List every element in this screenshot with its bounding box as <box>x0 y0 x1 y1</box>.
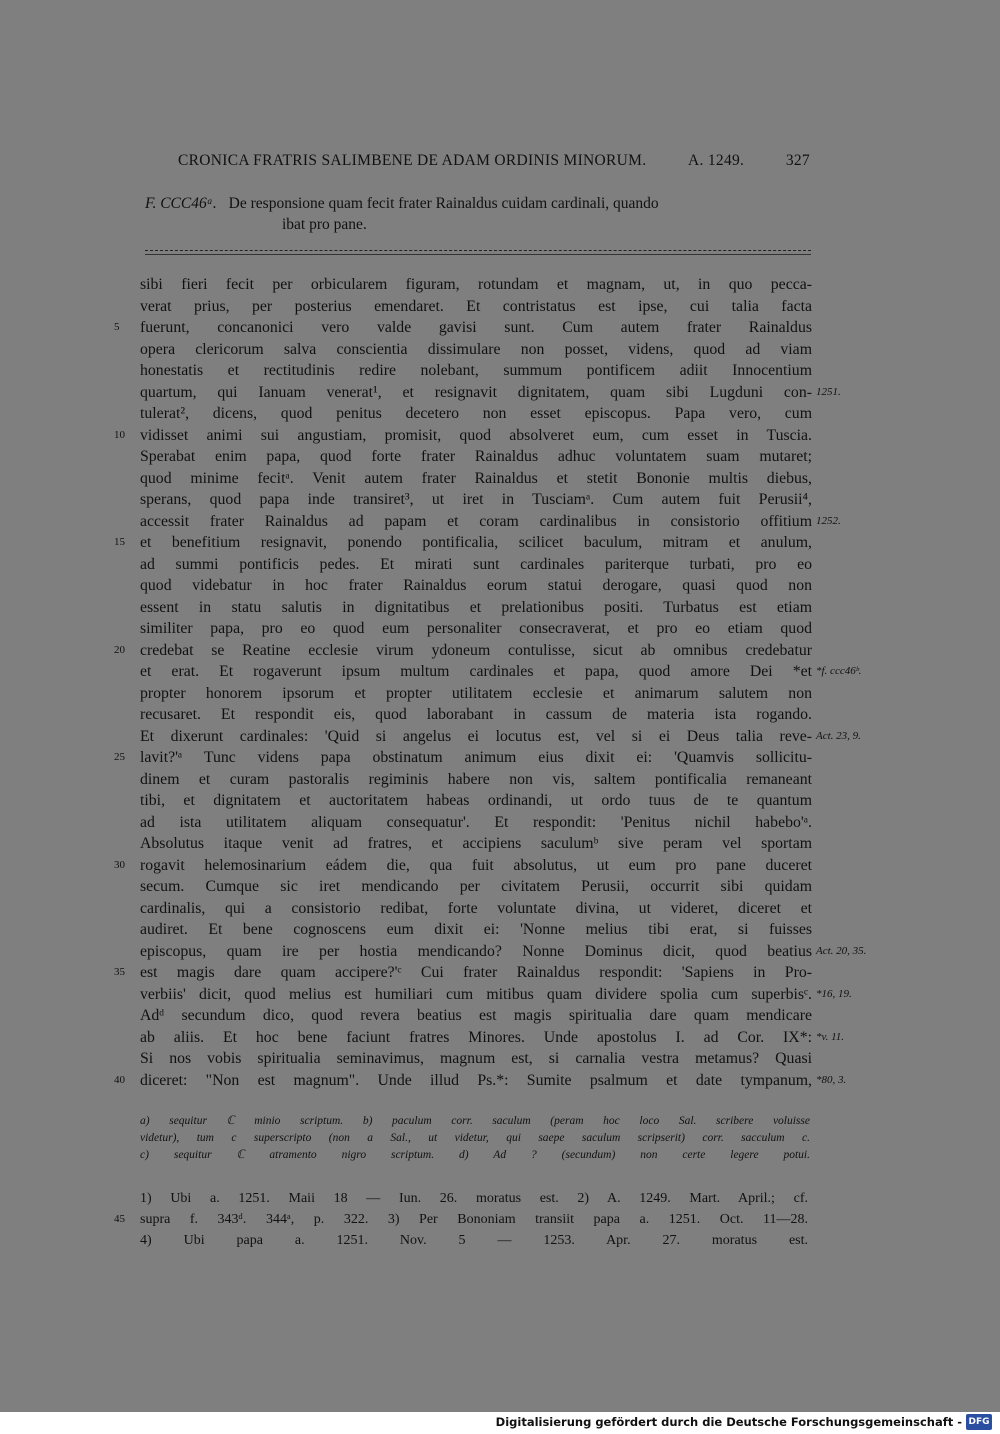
text-line <box>140 833 812 855</box>
line-text: Sperabat enim papa, quod forte frater Rainaldus adhuc voluntatem suam mutaret; <box>140 448 812 465</box>
line-text: cardinalis, qui a consistorio redibat, forte voluntate divina, ut videret, diceret et <box>140 899 812 917</box>
margin-note: *16, 19. <box>816 987 852 1000</box>
line-text: fuerunt, concanonici vero valde gavisi sunt. Cum autem frater Rainaldus <box>140 319 812 336</box>
text-line <box>140 511 841 533</box>
line-text: similiter papa, pro eo quod eum personaliter consecraverat, et pro eo etiam quod <box>140 620 812 637</box>
line-text: episcopus, quam ire per hostia mendicando? Nonne Dominus dicit, quod beatius <box>140 942 812 960</box>
text-line <box>140 726 861 748</box>
chapter-heading <box>145 193 811 235</box>
text-line <box>114 962 812 984</box>
text-line <box>140 274 812 296</box>
line-text: verbiis' dicit, quod melius est humiliari cum mitibus quam dividere spolia cum superbisᶜ. <box>140 985 812 1003</box>
text-line <box>140 360 812 382</box>
text-line <box>140 296 812 318</box>
line-number: 10 <box>114 428 125 441</box>
line-text: secum. Cumque sic iret mendicando per civitatem Perusii, occurrit sibi quidam <box>140 878 812 895</box>
text-line <box>140 812 812 834</box>
line-text: Absolutus itaque venit ad fratres, et accipiens saculumᵇ sive peram vel sportam <box>140 835 812 852</box>
line-text: dinem et curam pastoralis regiminis habere non vis, saltem pontificalia remaneant <box>140 770 812 788</box>
line-text: rogavit helemosinarium eádem die, qua fuit absolutus, ut eum pro pane duceret <box>140 856 812 874</box>
line-text: tibi, et dignitatem et auctoritatem habeas ordinandi, ut ordo tuus de te quantum <box>140 792 812 809</box>
text-line <box>140 984 852 1006</box>
apparatus-line: c) sequitur ℂ atramento nigro scriptum. d) Ad ? (secundum) non certe legere potui. <box>140 1149 810 1161</box>
margin-note: Act. 20, 35. <box>816 944 867 957</box>
line-text: recusaret. Et respondit eis, quod laborabant in cassum de materia ista rogando. <box>140 706 812 723</box>
line-text: vidisset animi sui angustiam, promisit, quod absolveret eum, cum esset in Tuscia. <box>140 426 812 444</box>
page-number: 327 <box>785 152 810 169</box>
text-line <box>140 898 812 920</box>
margin-note: *v. 11. <box>816 1030 844 1043</box>
line-number: 25 <box>114 751 125 763</box>
footnote-line <box>140 1230 808 1251</box>
running-head-year: A. 1249. <box>688 152 745 169</box>
footnote-line <box>140 1188 808 1209</box>
digitization-credit: Digitalisierung gefördert durch die Deutsche Forschungsgemeinschaft - <box>495 1415 962 1429</box>
text-line <box>140 339 812 361</box>
text-line <box>114 1070 847 1092</box>
line-text: ab aliis. Et hoc bene faciunt fratres Minores. Unde apostolus I. ad Cor. IX*: <box>140 1028 812 1046</box>
line-text: tulerat², dicens, quod penitus decetero non esset episcopus. Papa vero, cum <box>140 405 812 422</box>
critical-apparatus <box>140 1113 810 1164</box>
text-line <box>140 919 812 941</box>
margin-note: *f. ccc46ᵇ. <box>816 665 862 677</box>
line-text: est magis dare quam accipere?'ᶜ Cui frater Rainaldus respondit: 'Sapiens in Pro- <box>140 964 812 981</box>
text-line <box>140 790 812 812</box>
line-text: accessit frater Rainaldus ad papam et coram cardinalibus in consistorio offitium <box>140 512 812 530</box>
text-line <box>140 876 812 898</box>
line-text: Et dixerunt cardinales: 'Quid si angelus ei locutus est, vel si ei Deus talia reve- <box>140 727 812 745</box>
text-line <box>114 317 812 339</box>
line-text: diceret: "Non est magnum". Unde illud Ps.*: Sumite psalmum et date tympanum, <box>140 1071 812 1089</box>
dfg-logo-icon[interactable]: DFG <box>966 1414 992 1430</box>
line-text: quartum, qui Ianuam venerat¹, et resignavit dignitatem, quam sibi Lugduni con- <box>140 383 812 401</box>
line-text: audiret. Et bene cognoscens eum dixit ei: 'Nonne melius tibi erat, si fuisses <box>140 921 812 938</box>
line-text: quod minime fecitᵃ. Venit autem frater Rainaldus et stetit Bononie multis diebus, <box>140 469 812 487</box>
line-number: 45 <box>114 1213 125 1225</box>
text-line <box>114 640 812 662</box>
divider-rule-lower <box>145 254 811 255</box>
text-line <box>140 1005 812 1027</box>
text-line <box>140 941 867 963</box>
footnote-text: 4) Ubi papa a. 1251. Nov. 5 — 1253. Apr. 27. moratus est. <box>140 1233 808 1248</box>
text-line <box>140 769 812 791</box>
line-number: 20 <box>114 643 125 656</box>
margin-note: *80, 3. <box>816 1073 847 1086</box>
line-text: honestatis et rectitudinis redire nolebant, summum pontificem adiit Innocentium <box>140 362 812 379</box>
chapter-heading-text: De responsione quam fecit frater Rainaldus cuidam cardinali, quando <box>228 195 659 212</box>
line-text: propter honorem ipsorum et propter utilitatem ecclesie et animarum salutem non <box>140 684 812 702</box>
running-head-title: CRONICA FRATRIS SALIMBENE DE ADAM ORDINIS MINORUM. <box>178 152 647 169</box>
line-text: essent in statu salutis in dignitatibus et prelationibus positi. Turbatus est etiam <box>140 598 812 616</box>
text-line <box>140 618 812 640</box>
text-line <box>140 468 812 490</box>
footnotes <box>114 1188 808 1251</box>
digitization-bar <box>0 1412 1000 1434</box>
text-line <box>140 446 812 468</box>
folio-reference: F. CCC46ᵃ. <box>145 195 217 212</box>
footnote-text: 1) Ubi a. 1251. Maii 18 — Iun. 26. moratus est. 2) A. 1249. Mart. April.; cf. <box>140 1191 808 1206</box>
line-text: credebat se Reatine ecclesie virum ydoneum contulisse, sicut ab omnibus credebatur <box>140 641 812 659</box>
margin-note: 1251. <box>816 385 841 398</box>
footnote-text: supra f. 343ᵈ. 344ᵃ, p. 322. 3) Per Bononiam transiit papa a. 1251. Oct. 11—28. <box>140 1212 808 1227</box>
line-number: 30 <box>114 858 125 871</box>
line-text: sibi fieri fecit per orbicularem figuram, rotundam et magnam, ut, in quo pecca- <box>140 276 812 293</box>
text-line <box>140 575 812 597</box>
line-number: 5 <box>114 321 120 333</box>
divider-rule <box>145 250 811 251</box>
line-number: 15 <box>114 536 125 548</box>
chapter-heading-line-1 <box>145 193 811 214</box>
text-line <box>140 1048 812 1070</box>
chapter-heading-line-2: ibat pro pane. <box>282 216 367 233</box>
footnote-line <box>114 1209 808 1230</box>
line-text: Si nos vobis spiritualia seminavimus, magnum est, si carnalia vestra metamus? Quasi <box>140 1050 812 1067</box>
line-text: sperans, quod papa inde transiret³, ut iret in Tusciamᵃ. Cum autem fuit Perusii⁴, <box>140 491 812 508</box>
text-line <box>140 661 862 683</box>
text-line <box>140 1027 844 1049</box>
running-head <box>178 152 810 170</box>
text-line <box>140 704 812 726</box>
line-number: 35 <box>114 966 125 978</box>
text-line <box>114 747 812 769</box>
apparatus-line: a) sequitur ℂ minio scriptum. b) paculum corr. saculum (peram hoc loco Sal. scribere voluisse <box>140 1115 810 1127</box>
text-line <box>140 597 812 619</box>
line-text: quod videbatur in hoc frater Rainaldus eorum statui derogare, quasi quod non <box>140 577 812 594</box>
line-text: et benefitium resignavit, ponendo pontificalia, scilicet baculum, mitram et anulum, <box>140 534 812 551</box>
body-text <box>114 274 867 1091</box>
text-line <box>114 532 812 554</box>
line-text: ad summi pontificis pedes. Et mirati sunt cardinales pariterque turbati, pro eo <box>140 555 812 573</box>
text-line <box>140 683 812 705</box>
line-text: opera clericorum salva conscientia dissimulare non posset, videns, quod ad viam <box>140 340 812 358</box>
line-text: Adᵈ secundum dico, quod revera beatius est magis spiritualia dare quam mendicare <box>140 1007 812 1024</box>
margin-note: 1252. <box>816 514 841 527</box>
apparatus-line: videtur), tum c superscripto (non a Sal., ut videtur, qui saepe saculum scripserit) corr. sacculum c. <box>140 1132 810 1144</box>
line-text: verat prius, per posterius emendaret. Et contristatus est ipse, cui talia facta <box>140 297 812 315</box>
line-text: et erat. Et rogaverunt ipsum multum cardinales et papa, quod amore Dei *et <box>140 663 812 680</box>
line-text: lavit?'ᵃ Tunc videns papa obstinatum animum eius dixit ei: 'Quamvis sollicitu- <box>140 749 812 766</box>
line-text: ad ista utilitatem aliquam consequatur'. Et respondit: 'Penitus nichil habebo'ᵃ. <box>140 813 812 831</box>
text-line <box>140 489 812 511</box>
text-line <box>114 855 812 877</box>
line-number: 40 <box>114 1073 125 1086</box>
text-line <box>140 403 812 425</box>
margin-note: Act. 23, 9. <box>816 729 861 742</box>
text-line <box>140 554 812 576</box>
text-line <box>114 425 812 447</box>
text-line <box>140 382 841 404</box>
